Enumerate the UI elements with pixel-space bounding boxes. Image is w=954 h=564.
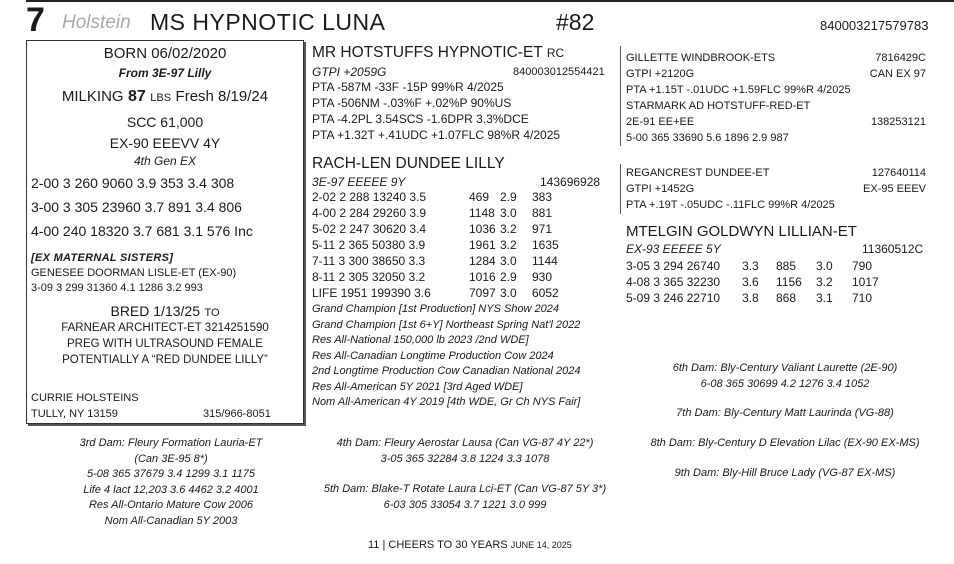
sire-pta-line: PTA -506NM -.03%F +.02%P 90%US	[312, 96, 512, 110]
dam-record-cell: LIFE 1951 199390 3.6	[312, 286, 431, 300]
dam-name: RACH-LEN DUNDEE LILLY	[312, 155, 505, 172]
dam-record-cell: 1284	[469, 254, 496, 268]
generation: 4th Gen EX	[133, 154, 197, 168]
sister-record: 3-09 3 299 31360 4.1 1286 3.2 993	[31, 282, 203, 294]
third-dam-line: 3rd Dam: Fleury Formation Lauria-ET	[79, 437, 263, 449]
dam-record-cell: 3.0	[500, 206, 517, 220]
dam-record-cell: 1036	[469, 222, 496, 236]
sire-dam-name: STARMARK AD HOTSTUFF-RED-ET	[626, 100, 811, 112]
sire-dam-record: 5-00 365 33690 5.6 1896 2.9 987	[626, 132, 789, 144]
breed-label: Holstein	[62, 12, 131, 33]
fifth-dam-line: 6-03 305 33054 3.7 1221 3.0 999	[383, 498, 547, 511]
dam-record-cell: 4-00 2 284 29260 3.9	[312, 206, 427, 220]
third-dam-line: Nom All-Canadian 5Y 2003	[104, 514, 238, 527]
honor-line: Res All-National 150,000 lb 2023 /2nd WDE]	[312, 334, 529, 346]
top-rule	[26, 0, 954, 2]
classification: EX-90 EEEVV 4Y	[109, 135, 221, 151]
sire-rc: RC	[546, 46, 565, 60]
third-dam-line: 5-08 365 37679 3.4 1299 3.1 1175	[86, 468, 255, 480]
lot-code: #82	[556, 9, 595, 35]
fifth-dam-line: 5th Dam: Blake-T Rotate Laura Lci-ET (Can VG-87 5Y 3*)	[323, 483, 607, 495]
dam-record-cell: 2-02 2 288 13240 3.5	[312, 190, 427, 204]
sire-dam-id: 138253121	[870, 116, 926, 128]
milking-line	[27, 88, 303, 106]
sixth-dam-line: 6th Dam: Bly-Century Valiant Laurette (2E-90)	[672, 362, 898, 374]
dam-record-cell: 1016	[469, 270, 496, 284]
granddam-record-cell: 3.3	[742, 259, 759, 273]
dam-record-cell: 383	[532, 190, 553, 204]
granddam-name: MTELGIN GOLDWYN LILLIAN-ET	[626, 223, 857, 240]
granddam-class: EX-93 EEEEE 5Y	[626, 242, 721, 256]
ninth-dam: 9th Dam: Bly-Hill Bruce Lady (VG-87 EX-MS)	[674, 467, 896, 479]
granddam-record-cell: 710	[852, 291, 873, 305]
milking-fresh: Fresh 8/19/24	[175, 88, 269, 105]
honor-line: Grand Champion [1st Production] NYS Show 2024	[312, 303, 560, 315]
dam-record-cell: 1144	[532, 254, 558, 268]
dam-record-cell: 1635	[532, 238, 559, 252]
dam-record-cell: 881	[532, 206, 553, 220]
footer-title: CHEERS TO 30 YEARS	[388, 539, 508, 551]
dam-record-cell: 7097	[469, 286, 496, 300]
sire-sire-name: GILLETTE WINDBROOK-ETS	[626, 52, 776, 64]
registration-id: 840003217579783	[820, 18, 929, 33]
dam-record-cell: 5-11 2 365 50380 3.9	[312, 238, 426, 252]
seventh-dam: 7th Dam: Bly-Century Matt Laurinda (VG-88)	[676, 407, 894, 419]
milking-label: MILKING	[61, 88, 124, 105]
eighth-dam: 8th Dam: Bly-Century D Elevation Lilac (EX-90 EX-MS)	[650, 437, 920, 449]
bred-date: BRED 1/13/25	[110, 303, 200, 319]
consignor-name: CURRIE HOLSTEINS	[31, 392, 139, 404]
honor-line: Nom All-American 4Y 2019 [4th WDE, Gr Ch NYS Fair]	[312, 396, 581, 408]
dam-record-cell: 3.0	[500, 286, 517, 300]
fourth-dam-line: 4th Dam: Fleury Aerostar Lausa (Can VG-87 4Y 22*)	[336, 437, 594, 449]
fourth-dam-line: 3-05 365 32284 3.8 1224 3.3 1078	[380, 452, 550, 465]
granddam-record-cell: 885	[776, 259, 797, 273]
third-dam-line: (Can 3E-95 8*)	[134, 452, 208, 465]
bred-to: TO	[204, 307, 220, 319]
milking-value: 87	[128, 88, 146, 105]
dam-record-cell: 6052	[532, 286, 559, 300]
granddam-record-cell: 3.2	[816, 275, 833, 289]
honor-line: 2nd Longtime Production Cow Canadian National 2024	[312, 365, 581, 377]
dam-record-cell: 8-11 2 305 32050 3.2	[312, 270, 426, 284]
sire-gtpi: GTPI +2059G	[312, 65, 387, 79]
record-row: 2-00 3 260 9060 3.9 353 3.4 308	[31, 175, 235, 191]
page-number: 11	[368, 539, 380, 551]
granddam-record-cell: 3-05 3 294 26740	[626, 259, 721, 273]
born-date: BORN 06/02/2020	[103, 45, 227, 62]
dam-id: 143696928	[540, 175, 601, 189]
footer-date: JUNE 14, 2025	[510, 540, 572, 550]
dam-record-cell: 2.9	[500, 270, 517, 284]
sire-sire-class: CAN EX 97	[869, 68, 926, 80]
sire-pta-line: PTA +1.32T +.41UDC +1.07FLC 98%R 4/2025	[312, 128, 561, 142]
dam-record-cell: 1148	[469, 206, 495, 220]
sire-sire-pta: PTA +1.15T -.01UDC +1.59FLC 99%R 4/2025	[626, 84, 851, 96]
dam-sire-name: REGANCREST DUNDEE-ET	[626, 167, 770, 179]
sire-sire-id: 7816429C	[875, 52, 926, 64]
dam-record-cell: 3.2	[500, 238, 517, 252]
dam-sire-class: EX-95 EEEV	[863, 183, 926, 195]
footer-separator: |	[382, 539, 386, 551]
granddam-id: 11360512C	[862, 242, 924, 256]
sister-name: GENESEE DOORMAN LISLE-ET (EX-90)	[31, 267, 237, 279]
consignor-phone: 315/966-8051	[203, 408, 271, 420]
sire-dam-class: 2E-91 EE+EE	[626, 116, 695, 128]
dam-record-cell: 5-02 2 247 30620 3.4	[312, 222, 427, 236]
sisters-header: [EX MATERNAL SISTERS]	[31, 252, 174, 264]
sire-name-line	[312, 44, 564, 62]
sire-name: MR HOTSTUFFS HYPNOTIC-ET	[312, 44, 543, 61]
record-row: 3-00 3 305 23960 3.7 891 3.4 806	[31, 199, 242, 215]
granddam-record-cell: 4-08 3 365 32230	[626, 275, 721, 289]
bred-line	[27, 303, 303, 321]
dam-sire-id: 127640114	[871, 167, 926, 179]
granddam-record-cell: 3.6	[742, 275, 759, 289]
cow-summary-box	[26, 40, 304, 424]
granddam-record-cell: 1156	[776, 275, 802, 289]
honor-line: Res All-American 5Y 2021 [3rd Aged WDE]	[312, 380, 523, 393]
page-footer	[368, 539, 572, 551]
granddam-record-cell: 3.0	[816, 259, 833, 273]
cow-name: MS HYPNOTIC LUNA	[150, 9, 386, 35]
dam-record-cell: 7-11 3 300 38650 3.3	[312, 254, 426, 268]
dam-record-cell: 469	[469, 190, 490, 204]
dam-record-cell: 971	[532, 222, 553, 236]
milking-units: LBS	[150, 92, 172, 104]
sire-sire-gtpi: GTPI +2120G	[626, 68, 695, 80]
bred-sire: FARNEAR ARCHITECT-ET 3214251590	[61, 322, 269, 334]
honor-line: Res All-Canadian Longtime Production Cow 2024	[312, 349, 554, 362]
dam-record-cell: 2.9	[500, 190, 517, 204]
dam-sire-gtpi: GTPI +1452G	[626, 183, 695, 195]
scc: SCC 61,000	[126, 114, 204, 130]
granddam-record-cell: 3.1	[816, 291, 833, 305]
granddam-record-cell: 5-09 3 246 22710	[626, 291, 721, 305]
third-dam-line: Life 4 lact 12,203 3.6 4462 3.2 4001	[83, 483, 259, 496]
granddam-record-cell: 790	[852, 259, 873, 273]
sixth-dam-line: 6-08 365 30699 4.2 1276 3.4 1052	[700, 377, 870, 390]
potential-note: POTENTIALLY A “RED DUNDEE LILLY”	[62, 354, 268, 366]
sire-pta-line: PTA -587M -33F -15P 99%R 4/2025	[312, 80, 504, 94]
granddam-record-cell: 3.8	[742, 291, 759, 305]
sire-pta-line: PTA -4.2PL 3.54SCS -1.6DPR 3.3%DCE	[312, 112, 529, 126]
dam-record-cell: 1961	[469, 238, 496, 252]
sire-id: 840003012554421	[513, 66, 605, 78]
consignor-location: TULLY, NY 13159	[31, 408, 118, 420]
granddam-record-cell: 1017	[852, 275, 879, 289]
dam-class: 3E-97 EEEEE 9Y	[312, 175, 406, 189]
third-dam-line: Res All-Ontario Mature Cow 2006	[88, 499, 254, 511]
dam-record-cell: 3.2	[500, 222, 517, 236]
pregnancy-note: PREG WITH ULTRASOUND FEMALE	[67, 338, 263, 350]
record-row: 4-00 240 18320 3.7 681 3.1 576 Inc	[31, 223, 253, 239]
dam-sire-pta: PTA +.19T -.05UDC -.11FLC 99%R 4/2025	[626, 199, 835, 211]
from-dam: From 3E-97 Lilly	[118, 66, 212, 80]
granddam-record-cell: 868	[776, 291, 797, 305]
lot-number: 7	[26, 1, 45, 39]
honor-line: Grand Champion [1st 6+Y] Northeast Spring Nat'l 2022	[312, 318, 581, 331]
dam-record-cell: 930	[532, 270, 553, 284]
dam-record-cell: 3.0	[500, 254, 517, 268]
